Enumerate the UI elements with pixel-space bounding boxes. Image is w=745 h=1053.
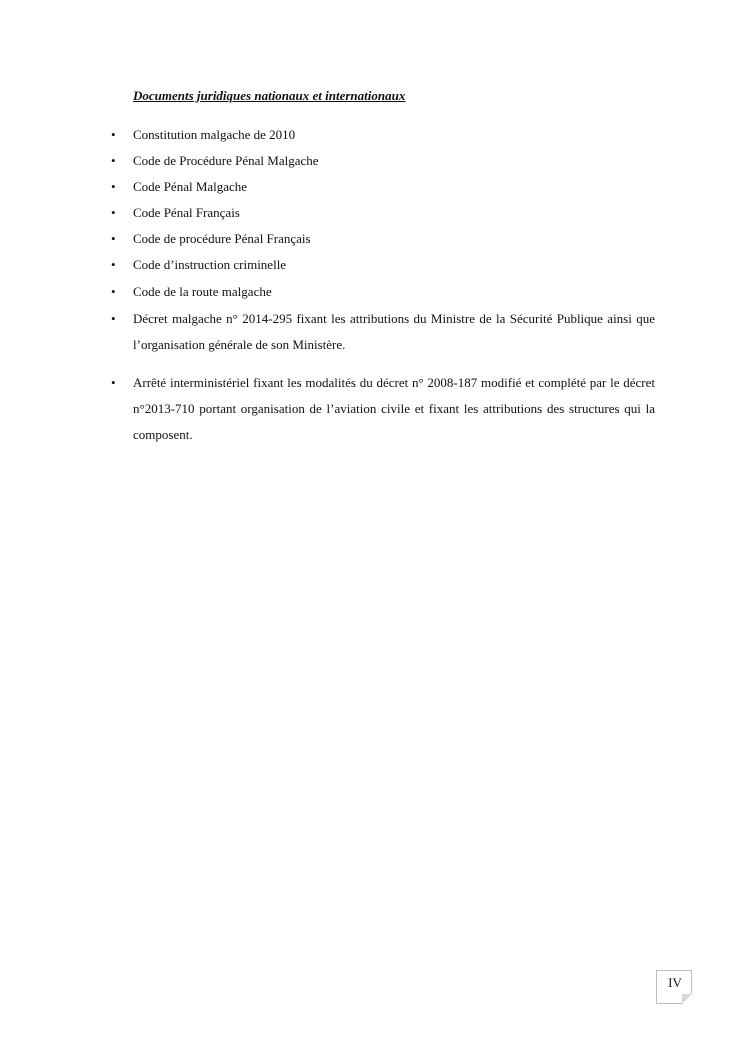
page-number: IV [668,975,682,990]
list-item-text: Code de la route malgache [133,284,272,299]
bullet-icon: • [111,375,116,390]
list-item [111,148,655,174]
bullet-icon: • [111,205,116,220]
bullet-icon: • [111,311,116,326]
list-item [111,122,655,148]
list-item [111,306,655,358]
bullet-icon: • [111,284,116,299]
list-item [111,279,655,305]
bullet-icon: • [111,231,116,246]
page-curl-icon [682,994,692,1004]
bullet-icon: • [111,179,116,194]
bullet-icon: • [111,257,116,272]
list-item-text: Code Pénal Malgache [133,179,248,194]
list-item-text: Code de procédure Pénal Français [133,231,311,246]
list-item-text: Code d’instruction criminelle [133,257,287,272]
bullet-icon: • [111,127,116,142]
list-item-text: Décret malgache n° 2014-295 fixant les attributions du Ministre de la Sécurité Publique ainsi que l’organisation générale de son Ministère. [133,311,655,352]
list-item [111,226,655,252]
page-number-box [656,970,692,1004]
list-item [111,252,655,278]
bullet-icon: • [111,153,116,168]
list-item-text: Code de Procédure Pénal Malgache [133,153,319,168]
list-item [111,200,655,226]
list-item-text: Arrêté interministériel fixant les modalités du décret n° 2008-187 modifié et complété par le décret n°2013-710 portant organisation de l’aviation civile et fixant les attributions des structures qui la composent. [133,375,655,442]
list-item [111,370,655,448]
list-item-text: Code Pénal Français [133,205,240,220]
list-item-text: Constitution malgache de 2010 [133,127,296,142]
list-item [111,174,655,200]
section-heading: Documents juridiques nationaux et internationaux [133,88,406,103]
